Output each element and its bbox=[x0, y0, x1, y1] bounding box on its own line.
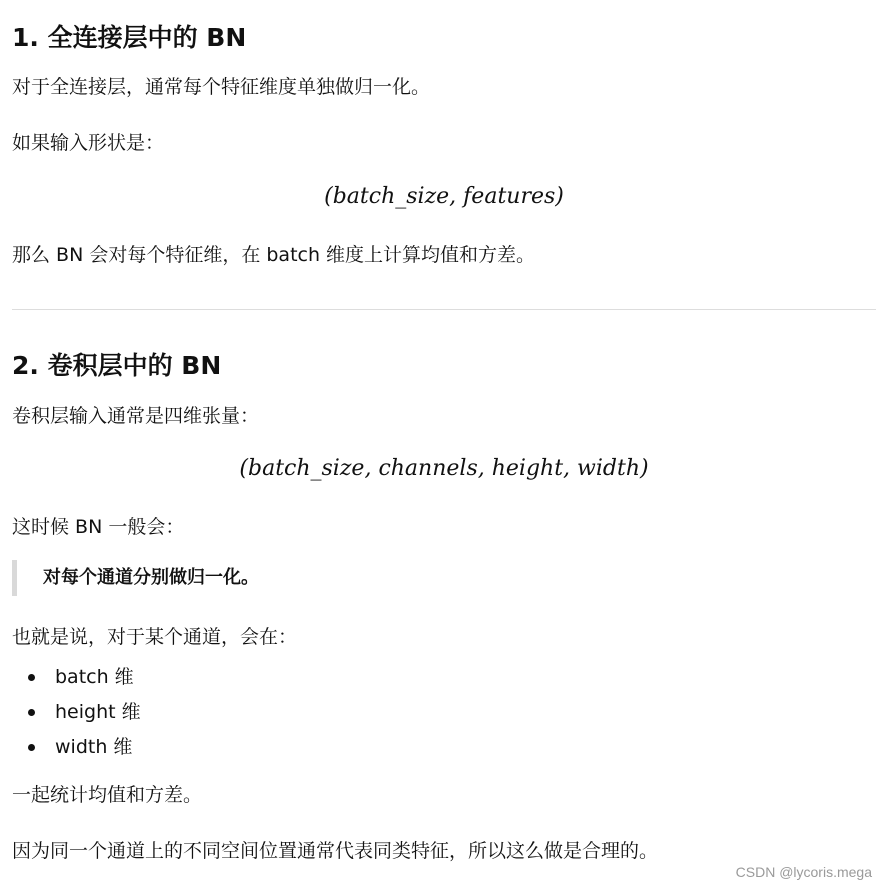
list-item bbox=[12, 730, 876, 765]
list-item-text: batch 维 bbox=[55, 666, 134, 688]
blockquote-text: 对每个通道分别做归一化。 bbox=[43, 567, 259, 588]
section2-stat-text: 一起统计均值和方差。 bbox=[12, 784, 203, 806]
formula-conv-text: (batch_size, channels, height, width) bbox=[239, 456, 649, 481]
formula-fc-text: (batch_size, features) bbox=[324, 184, 564, 209]
list-item-text: width 维 bbox=[55, 736, 133, 758]
section1-heading: 1. 全连接层中的 BN bbox=[12, 23, 247, 52]
blockquote bbox=[12, 560, 259, 596]
bullet-dot-icon bbox=[28, 744, 35, 751]
list-item bbox=[12, 660, 876, 695]
csdn-watermark: CSDN @lycoris.mega bbox=[735, 864, 872, 880]
section2-heading: 2. 卷积层中的 BN bbox=[12, 351, 222, 380]
section1-shape-lead: 如果输入形状是： bbox=[12, 132, 165, 154]
section2-reason: 因为同一个通道上的不同空间位置通常代表同类特征，所以这么做是合理的。 bbox=[12, 840, 659, 862]
section1-conclusion: 那么 BN 会对每个特征维，在 batch 维度上计算均值和方差。 bbox=[12, 244, 536, 266]
list-item-text: height 维 bbox=[55, 701, 141, 723]
bullet-dot-icon bbox=[28, 674, 35, 681]
list-item bbox=[12, 695, 876, 730]
bullet-dot-icon bbox=[28, 709, 35, 716]
formula-conv-shape bbox=[12, 454, 876, 484]
section-divider bbox=[12, 309, 876, 310]
dimension-list bbox=[12, 660, 876, 765]
section2-intro: 卷积层输入通常是四维张量： bbox=[12, 405, 260, 427]
section2-lead: 这时候 BN 一般会： bbox=[12, 516, 185, 538]
section1-intro: 对于全连接层，通常每个特征维度单独做归一化。 bbox=[12, 76, 431, 98]
formula-fc-shape bbox=[12, 182, 876, 212]
section2-channel-lead: 也就是说，对于某个通道，会在： bbox=[12, 626, 298, 648]
